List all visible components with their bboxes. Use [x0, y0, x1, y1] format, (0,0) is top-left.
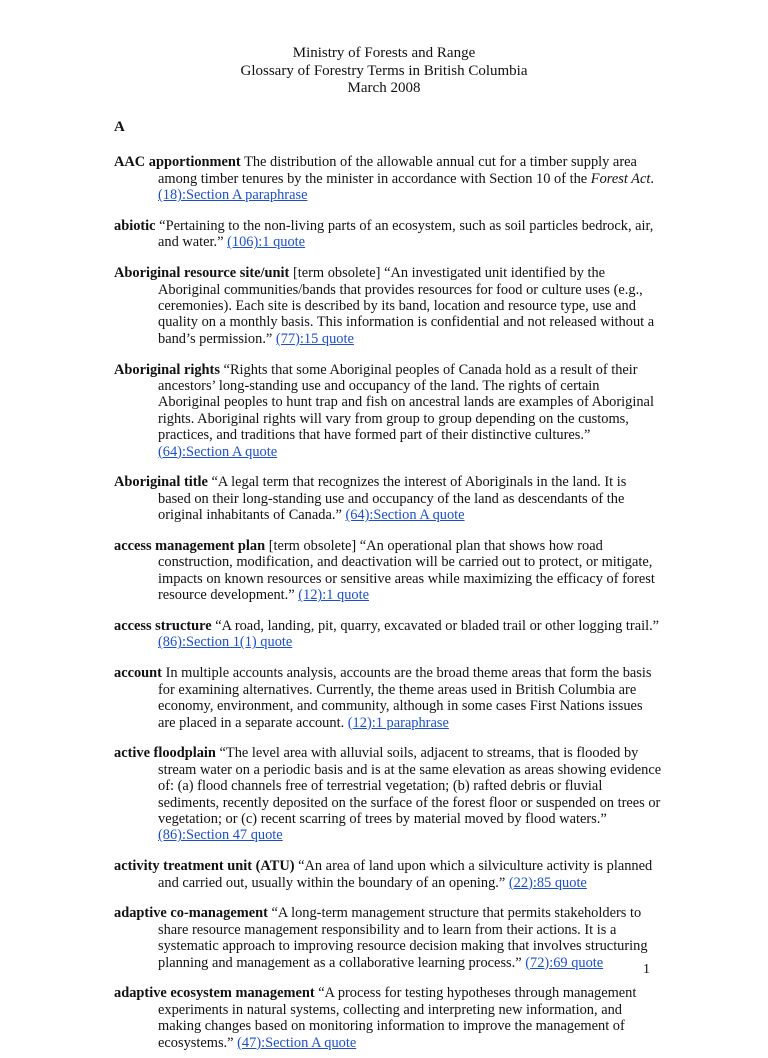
- entry-definition: [term obsolete] “An investigated unit identified by the Aboriginal communities/bands that provides resources for food or culture uses (e.g., ceremonies). Each site is described by its band, location and resource type, use and quality on a monthly basis. This information is confidential and not released without a band’s permission.”: [158, 265, 655, 347]
- entry-definition: “Rights that some Aboriginal peoples of Canada hold as a result of their ancestors’ long-standing use and occupancy of the land. The rights of certain Aboriginal peoples to hunt trap and fish on ancestral lands are examples of Aboriginal rights. Aboriginal rights will vary from group to group depending on the customs, practices, and traditions that have formed part of their distinctive cultures.”: [158, 361, 654, 444]
- ministry-name: Ministry of Forests and Range: [292, 45, 476, 61]
- citation-link[interactable]: (64):Section A quote: [158, 443, 278, 460]
- entry-definition: “A road, landing, pit, quarry, excavated or bladed trail or other logging trail.”: [211, 618, 660, 635]
- document-title: Glossary of Forestry Terms in British Columbia: [240, 62, 528, 79]
- citation-link[interactable]: (47):Section A quote: [237, 1034, 357, 1051]
- glossary-entry: [114, 538, 662, 604]
- entry-term: abiotic: [114, 218, 156, 234]
- entry-term: adaptive ecosystem management: [114, 985, 315, 1002]
- entry-definition: “A process for testing hypotheses through management experiments in natural systems, collecting and interpreting new information, and making changes based on monitoring information to improve the management of ecosystems.”: [158, 985, 637, 1051]
- entry-definition: “The level area with alluvial soils, adjacent to streams, that is flooded by stream water on a periodic basis and is at the same elevation as areas showing evidence of: (a) flood channels free of terrestrial vegetation; (b) rafted debris or fluvial sediments, recently deposited on the surface of the forest floor or suspended on trees or vegetation; or (c) recent scarring of trees by material moved by flood waters.”: [158, 745, 662, 827]
- entry-term: AAC apportionment: [114, 154, 241, 171]
- document-header: [0, 45, 768, 98]
- citation-link[interactable]: (12):1 paraphrase: [347, 714, 449, 731]
- entry-term: access management plan: [114, 538, 266, 555]
- entry-term: Aboriginal rights: [114, 361, 220, 378]
- entry-definition: “A legal term that recognizes the interest of Aboriginals in the land. It is based on their long-standing use and occupancy of the land as descendants of the original inhabitants of Canada.”: [158, 474, 627, 524]
- page-number: 1: [643, 962, 650, 977]
- citation-link[interactable]: (106):1 quote: [227, 234, 306, 251]
- glossary-entry: [114, 362, 662, 460]
- citation-link[interactable]: (22):85 quote: [508, 874, 587, 891]
- glossary-entry: [114, 474, 662, 523]
- entry-definition-end: .: [650, 170, 654, 187]
- glossary-entry: [114, 618, 662, 651]
- entry-term: Aboriginal title: [114, 474, 208, 491]
- entry-definition: “Pertaining to the non-living parts of an ecosystem, such as soil particles bedrock, air, and water.”: [155, 218, 654, 251]
- glossary-entry: [114, 905, 662, 971]
- glossary-entry: [114, 985, 662, 1051]
- glossary-entry: [114, 665, 662, 731]
- citation-link[interactable]: (18):Section A paraphrase: [158, 187, 308, 204]
- entry-definition: The distribution of the allowable annual cut for a timber supply area among timber tenures by the minister in accordance with Section 10 of the: [158, 154, 637, 187]
- citation-link[interactable]: (77):15 quote: [275, 330, 354, 347]
- document-date: March 2008: [347, 80, 421, 96]
- entry-definition: “An area of land upon which a silviculture activity is planned and carried out, usually within the boundary of an opening.”: [158, 858, 653, 891]
- entry-italic: Forest Act: [590, 170, 651, 187]
- entry-definition: In multiple accounts analysis, accounts are the broad theme areas that form the basis for examining alternatives. Currently, the theme areas used in British Columbia are economy, environment, and community, although in some cases First Nations issues are placed in a separate account.: [158, 665, 652, 731]
- glossary-entry: [114, 745, 662, 843]
- citation-link[interactable]: (86):Section 47 quote: [158, 827, 283, 844]
- glossary-entry: [114, 218, 662, 251]
- entry-term: Aboriginal resource site/unit: [114, 265, 290, 282]
- entry-definition: [term obsolete] “An operational plan that shows how road construction, modification, and deactivation will be carried out to protect, or mitigate, impacts on known resources or sensitive areas while maximizing the efficacy of forest resource development.”: [158, 538, 655, 604]
- citation-link[interactable]: (86):Section 1(1) quote: [158, 634, 293, 651]
- entry-definition: “A long-term management structure that permits stakeholders to share resource management responsibility and to learn from their actions. It is a systematic approach to improving resource decision making that involves structuring planning and management as a collaborative learning process.”: [158, 905, 648, 971]
- citation-link[interactable]: (12):1 quote: [298, 587, 369, 604]
- entry-term: adaptive co-management: [114, 905, 268, 922]
- glossary-entry: [114, 858, 662, 891]
- glossary-entry: [114, 265, 662, 347]
- citation-link[interactable]: (72):69 quote: [525, 954, 604, 971]
- entry-term: access structure: [114, 618, 212, 635]
- entry-term: active floodplain: [114, 745, 216, 762]
- citation-link[interactable]: (64):Section A quote: [345, 507, 465, 524]
- glossary-entry: [114, 154, 662, 203]
- section-letter: A: [114, 119, 125, 135]
- entry-term: activity treatment unit (ATU): [114, 858, 295, 875]
- entry-term: account: [114, 665, 162, 682]
- glossary-entries: [114, 140, 662, 1058]
